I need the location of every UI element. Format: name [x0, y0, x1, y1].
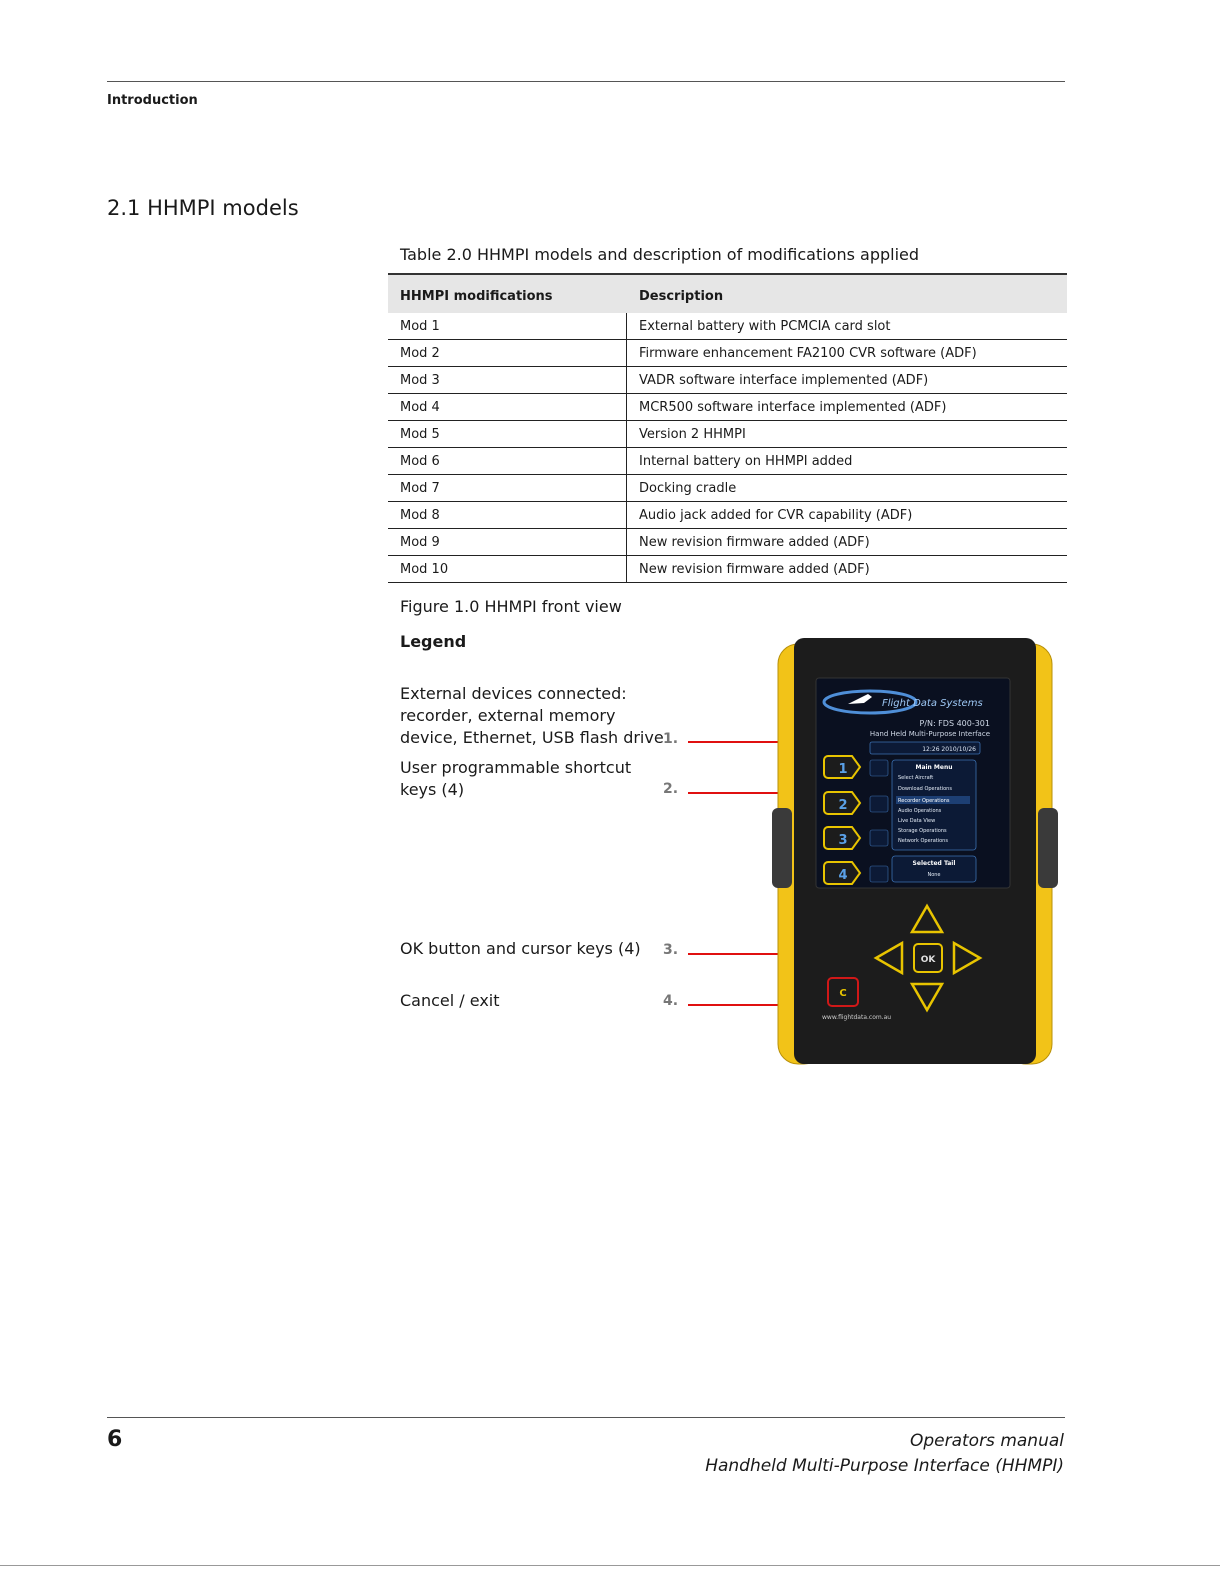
- footer-rule: [107, 1417, 1065, 1418]
- description-cell: VADR software interface implemented (ADF): [627, 367, 1068, 394]
- page-edge-line: [0, 1565, 1220, 1566]
- mod-cell: Mod 1: [388, 313, 627, 340]
- table-row: [388, 394, 1067, 421]
- mod-cell: Mod 2: [388, 340, 627, 367]
- selected-tail-label: Selected Tail: [912, 860, 956, 867]
- menu-item: Network Operations: [898, 838, 948, 844]
- mod-cell: Mod 10: [388, 556, 627, 583]
- aircraft-icon: [870, 760, 888, 776]
- mod-cell: Mod 9: [388, 529, 627, 556]
- description-cell: Docking cradle: [627, 475, 1068, 502]
- table-row: [388, 367, 1067, 394]
- shortcut-key-4: [824, 862, 860, 884]
- mod-cell: Mod 3: [388, 367, 627, 394]
- description-cell: MCR500 software interface implemented (ADF): [627, 394, 1068, 421]
- table-row: [388, 556, 1067, 583]
- shortcut-key-label: 4: [838, 868, 848, 883]
- table-row: [388, 475, 1067, 502]
- selected-tail-value: None: [927, 872, 941, 878]
- right-grip: [1038, 808, 1058, 888]
- menu-item: Live Data View: [898, 818, 936, 824]
- description-cell: External battery with PCMCIA card slot: [627, 313, 1068, 340]
- shortcut-key-label: 3: [838, 833, 848, 848]
- legend-item-1-number: 1.: [663, 731, 679, 747]
- device-website: www.flightdata.com.au: [822, 1014, 892, 1021]
- storage-icon: [870, 866, 888, 882]
- menu-title: Main Menu: [915, 764, 953, 771]
- table-caption: Table 2.0 HHMPI models and description of modifications applied: [400, 245, 920, 264]
- legend-item-3-number: 3.: [663, 942, 679, 958]
- device-brand-text: Flight Data Systems: [882, 698, 983, 709]
- menu-item: Recorder Operations: [898, 798, 950, 804]
- description-cell: Internal battery on HHMPI added: [627, 448, 1068, 475]
- ok-button-label: OK: [920, 955, 936, 965]
- shortcut-key-2: [824, 792, 860, 814]
- legend-item-4-text: Cancel / exit: [400, 991, 500, 1010]
- status-time: 12:26 2010/10/26: [922, 746, 976, 753]
- main-menu-panel: [892, 760, 976, 850]
- shortcut-key-3: [824, 827, 860, 849]
- legend-item-4-number: 4.: [663, 993, 679, 1009]
- description-cell: New revision firmware added (ADF): [627, 556, 1068, 583]
- figure-caption: Figure 1.0 HHMPI front view: [400, 597, 622, 616]
- shortcut-key-label: 2: [838, 798, 848, 813]
- cancel-button-label: C: [839, 988, 847, 999]
- column-header: HHMPI modifications: [388, 274, 627, 313]
- shortcut-key-label: 1: [838, 762, 848, 777]
- menu-item: Audio Operations: [898, 808, 942, 814]
- table-row: [388, 340, 1067, 367]
- mods-table: [388, 273, 1067, 583]
- mod-cell: Mod 7: [388, 475, 627, 502]
- section-title: 2.1 HHMPI models: [107, 196, 299, 220]
- device-part-number: P/N: FDS 400-301: [919, 719, 990, 728]
- description-cell: Audio jack added for CVR capability (ADF): [627, 502, 1068, 529]
- legend-item-3-text: OK button and cursor keys (4): [400, 939, 641, 958]
- header-rule: [107, 81, 1065, 82]
- menu-item: Select Aircraft: [898, 775, 934, 781]
- description-cell: Version 2 HHMPI: [627, 421, 1068, 448]
- table-row: [388, 502, 1067, 529]
- device-model-name: Hand Held Multi-Purpose Interface: [869, 730, 990, 738]
- mod-cell: Mod 8: [388, 502, 627, 529]
- legend-item-2-number: 2.: [663, 781, 679, 797]
- column-header: Description: [627, 274, 1068, 313]
- legend-title: Legend: [400, 632, 467, 651]
- legend-item-1-text: External devices connected: recorder, external memory device, Ethernet, USB flash drive: [400, 684, 664, 747]
- footer-manual-title: Operators manual: [909, 1431, 1064, 1451]
- save-icon: [870, 830, 888, 846]
- hhmpi-device-illustration: [770, 630, 1060, 1068]
- download-icon: [870, 796, 888, 812]
- description-cell: New revision firmware added (ADF): [627, 529, 1068, 556]
- menu-item: Storage Operations: [898, 828, 947, 834]
- footer-product-name: Handheld Multi-Purpose Interface (HHMPI): [705, 1456, 1064, 1476]
- mod-cell: Mod 4: [388, 394, 627, 421]
- table-row: [388, 529, 1067, 556]
- table-header-row: [388, 274, 1067, 313]
- running-header: Introduction: [107, 93, 198, 108]
- description-cell: Firmware enhancement FA2100 CVR software (ADF): [627, 340, 1068, 367]
- table-row: [388, 448, 1067, 475]
- mod-cell: Mod 6: [388, 448, 627, 475]
- shortcut-key-1: [824, 756, 860, 778]
- menu-item: Download Operations: [898, 786, 952, 792]
- table-row: [388, 313, 1067, 340]
- mod-cell: Mod 5: [388, 421, 627, 448]
- left-grip: [772, 808, 792, 888]
- table-row: [388, 421, 1067, 448]
- legend-item-2-text: User programmable shortcut keys (4): [400, 758, 632, 799]
- page-number: 6: [107, 1427, 123, 1452]
